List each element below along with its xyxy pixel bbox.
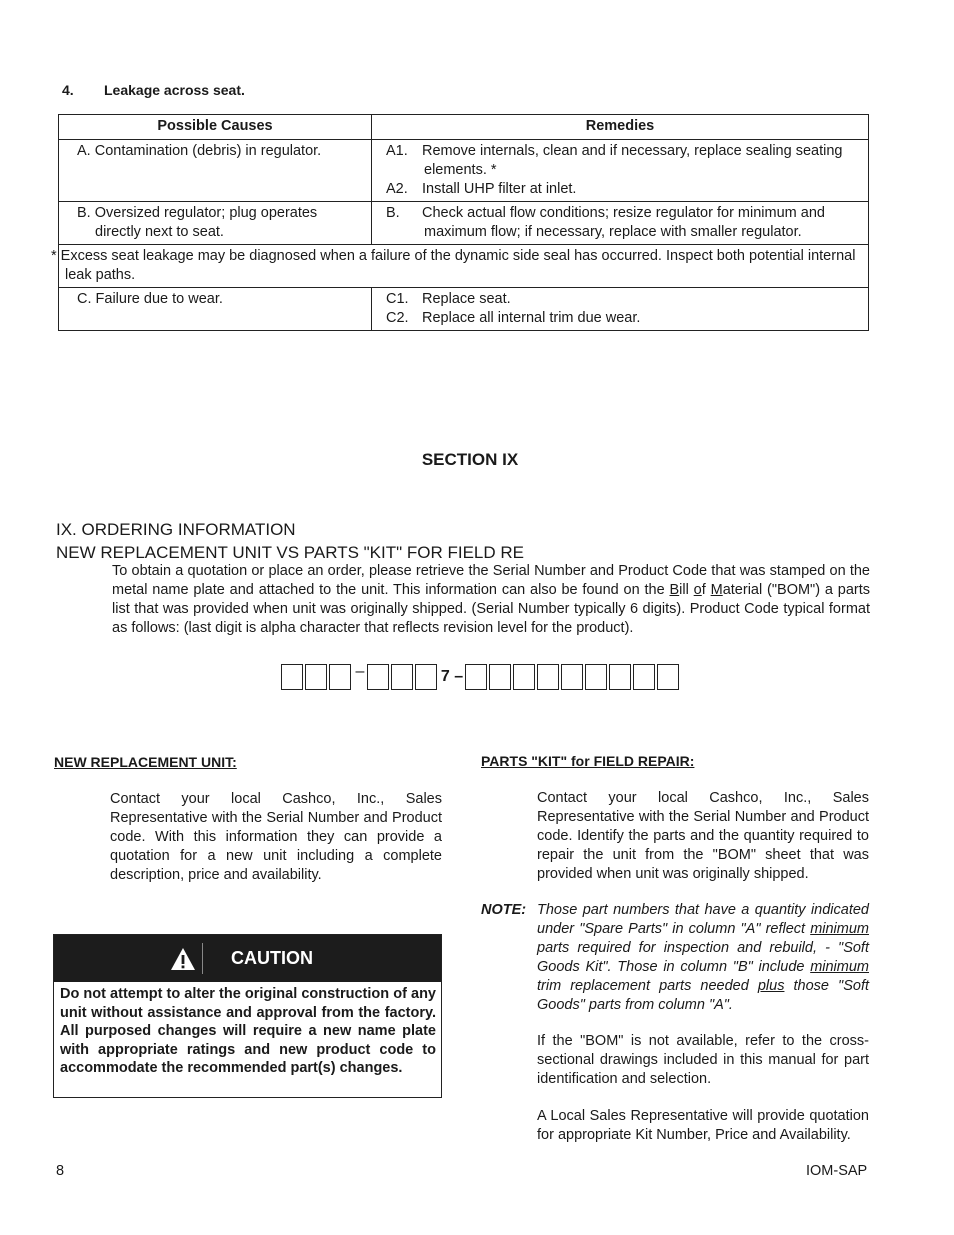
table-row bbox=[59, 288, 869, 331]
section-ix-title: SECTION IX bbox=[421, 450, 519, 469]
table-row bbox=[59, 202, 869, 245]
parts-kit-rep-text: A Local Sales Representative will provide quotation for appropriate Kit Number, Price and Availability. bbox=[537, 1108, 869, 1143]
caution-text: Do not attempt to alter the original construction of any unit without assistance and approval from the factory. All purposed changes will require a new name plate with appropriate ratings and new product code to accommodate the recommended part(s) changes. bbox=[60, 986, 436, 1077]
code-box bbox=[415, 664, 437, 690]
header-remedies: Remedies bbox=[372, 115, 869, 140]
table-row bbox=[59, 140, 869, 202]
warning-icon bbox=[170, 947, 196, 971]
code-box bbox=[367, 664, 389, 690]
page-number: 8 bbox=[56, 1163, 65, 1179]
caution-box bbox=[53, 934, 442, 1098]
code-fixed-digit: 7 – bbox=[440, 668, 464, 685]
parts-kit-bom-text: If the "BOM" is not available, refer to the cross-sectional drawings included in this manual for part identification and selection. bbox=[537, 1033, 869, 1087]
code-box bbox=[281, 664, 303, 690]
remedy-c2: C2. Replace all internal trim due wear. bbox=[386, 310, 641, 326]
troubleshooting-table bbox=[51, 114, 869, 331]
code-box bbox=[465, 664, 487, 690]
caution-header bbox=[54, 935, 441, 982]
section-title-text: Leakage across seat. bbox=[104, 82, 245, 98]
remedy-a2: A2. Install UHP filter at inlet. bbox=[386, 181, 577, 197]
code-box bbox=[537, 664, 559, 690]
remedy-a1: A1. Remove internals, clean and if necessary, replace sealing seating elements. * bbox=[386, 143, 843, 178]
section-number: 4. bbox=[62, 82, 74, 98]
header-possible-causes: Possible Causes bbox=[59, 115, 372, 140]
remedy-b: B. Check actual flow conditions; resize regulator for minimum and maximum flow; if necessary, replace with smaller regulator. bbox=[386, 205, 825, 240]
table-note: * Excess seat leakage may be diagnosed when a failure of the dynamic side seal has occurred. Inspect both potential internal leak paths. bbox=[59, 245, 869, 288]
new-unit-heading: NEW REPLACEMENT UNIT: bbox=[54, 754, 237, 770]
code-box bbox=[561, 664, 583, 690]
code-box bbox=[489, 664, 511, 690]
table-note-row bbox=[59, 245, 869, 288]
table-header-row bbox=[59, 115, 869, 140]
cause-c: C. Failure due to wear. bbox=[77, 291, 223, 307]
code-box bbox=[391, 664, 413, 690]
caution-divider bbox=[202, 943, 203, 974]
code-box bbox=[609, 664, 631, 690]
cause-b: B. Oversized regulator; plug operates directly next to seat. bbox=[77, 205, 318, 240]
remedy-c1: C1. Replace seat. bbox=[386, 291, 511, 307]
ordering-paragraph: To obtain a quotation or place an order, please retrieve the Serial Number and Product Code that was stamped on the metal name plate and attached to the unit. This information can also be found on the Bill of Material ("BOM") a parts list that was provided when unit was originally shipped. (Serial Number typically 6 digits). Product Code typical format as follows: (last digit is alpha character that reflects revision level for the product). bbox=[112, 563, 870, 636]
section-4-heading bbox=[62, 82, 245, 98]
new-unit-text: Contact your local Cashco, Inc., Sales Representative with the Serial Number and Product code. With this information they can provide a quotation for a new unit including a complete description, price and availability. bbox=[110, 791, 442, 883]
ordering-heading-2: NEW REPLACEMENT UNIT VS PARTS "KIT" FOR FIELD RE bbox=[56, 543, 524, 562]
document-id: IOM-SAP bbox=[806, 1163, 868, 1179]
cause-a: A. Contamination (debris) in regulator. bbox=[77, 143, 322, 159]
caution-label: CAUTION bbox=[231, 948, 313, 968]
note-label: NOTE: bbox=[481, 902, 527, 918]
code-box bbox=[329, 664, 351, 690]
code-box bbox=[633, 664, 655, 690]
parts-kit-heading: PARTS "KIT" for FIELD REPAIR: bbox=[481, 753, 695, 769]
parts-kit-text: Contact your local Cashco, Inc., Sales Representative with the Serial Number and Product code. Identify the parts and the quantity required to repair the unit from the "BOM" sheet that was provided when unit was originally shipped. bbox=[537, 790, 869, 882]
code-box bbox=[657, 664, 679, 690]
code-box bbox=[513, 664, 535, 690]
product-code-format bbox=[281, 662, 681, 692]
ordering-heading-1: IX. ORDERING INFORMATION bbox=[56, 520, 296, 539]
code-box bbox=[305, 664, 327, 690]
note-text: Those part numbers that have a quantity indicated under "Spare Parts" in column "A" reflect minimum parts required for inspection and rebuild, - "Soft Goods Kit". Those in column "B" include minimum trim replacement parts needed plus those "Soft Goods" parts from column "A". bbox=[537, 902, 869, 1013]
code-box bbox=[585, 664, 607, 690]
code-dash: – bbox=[355, 663, 365, 680]
